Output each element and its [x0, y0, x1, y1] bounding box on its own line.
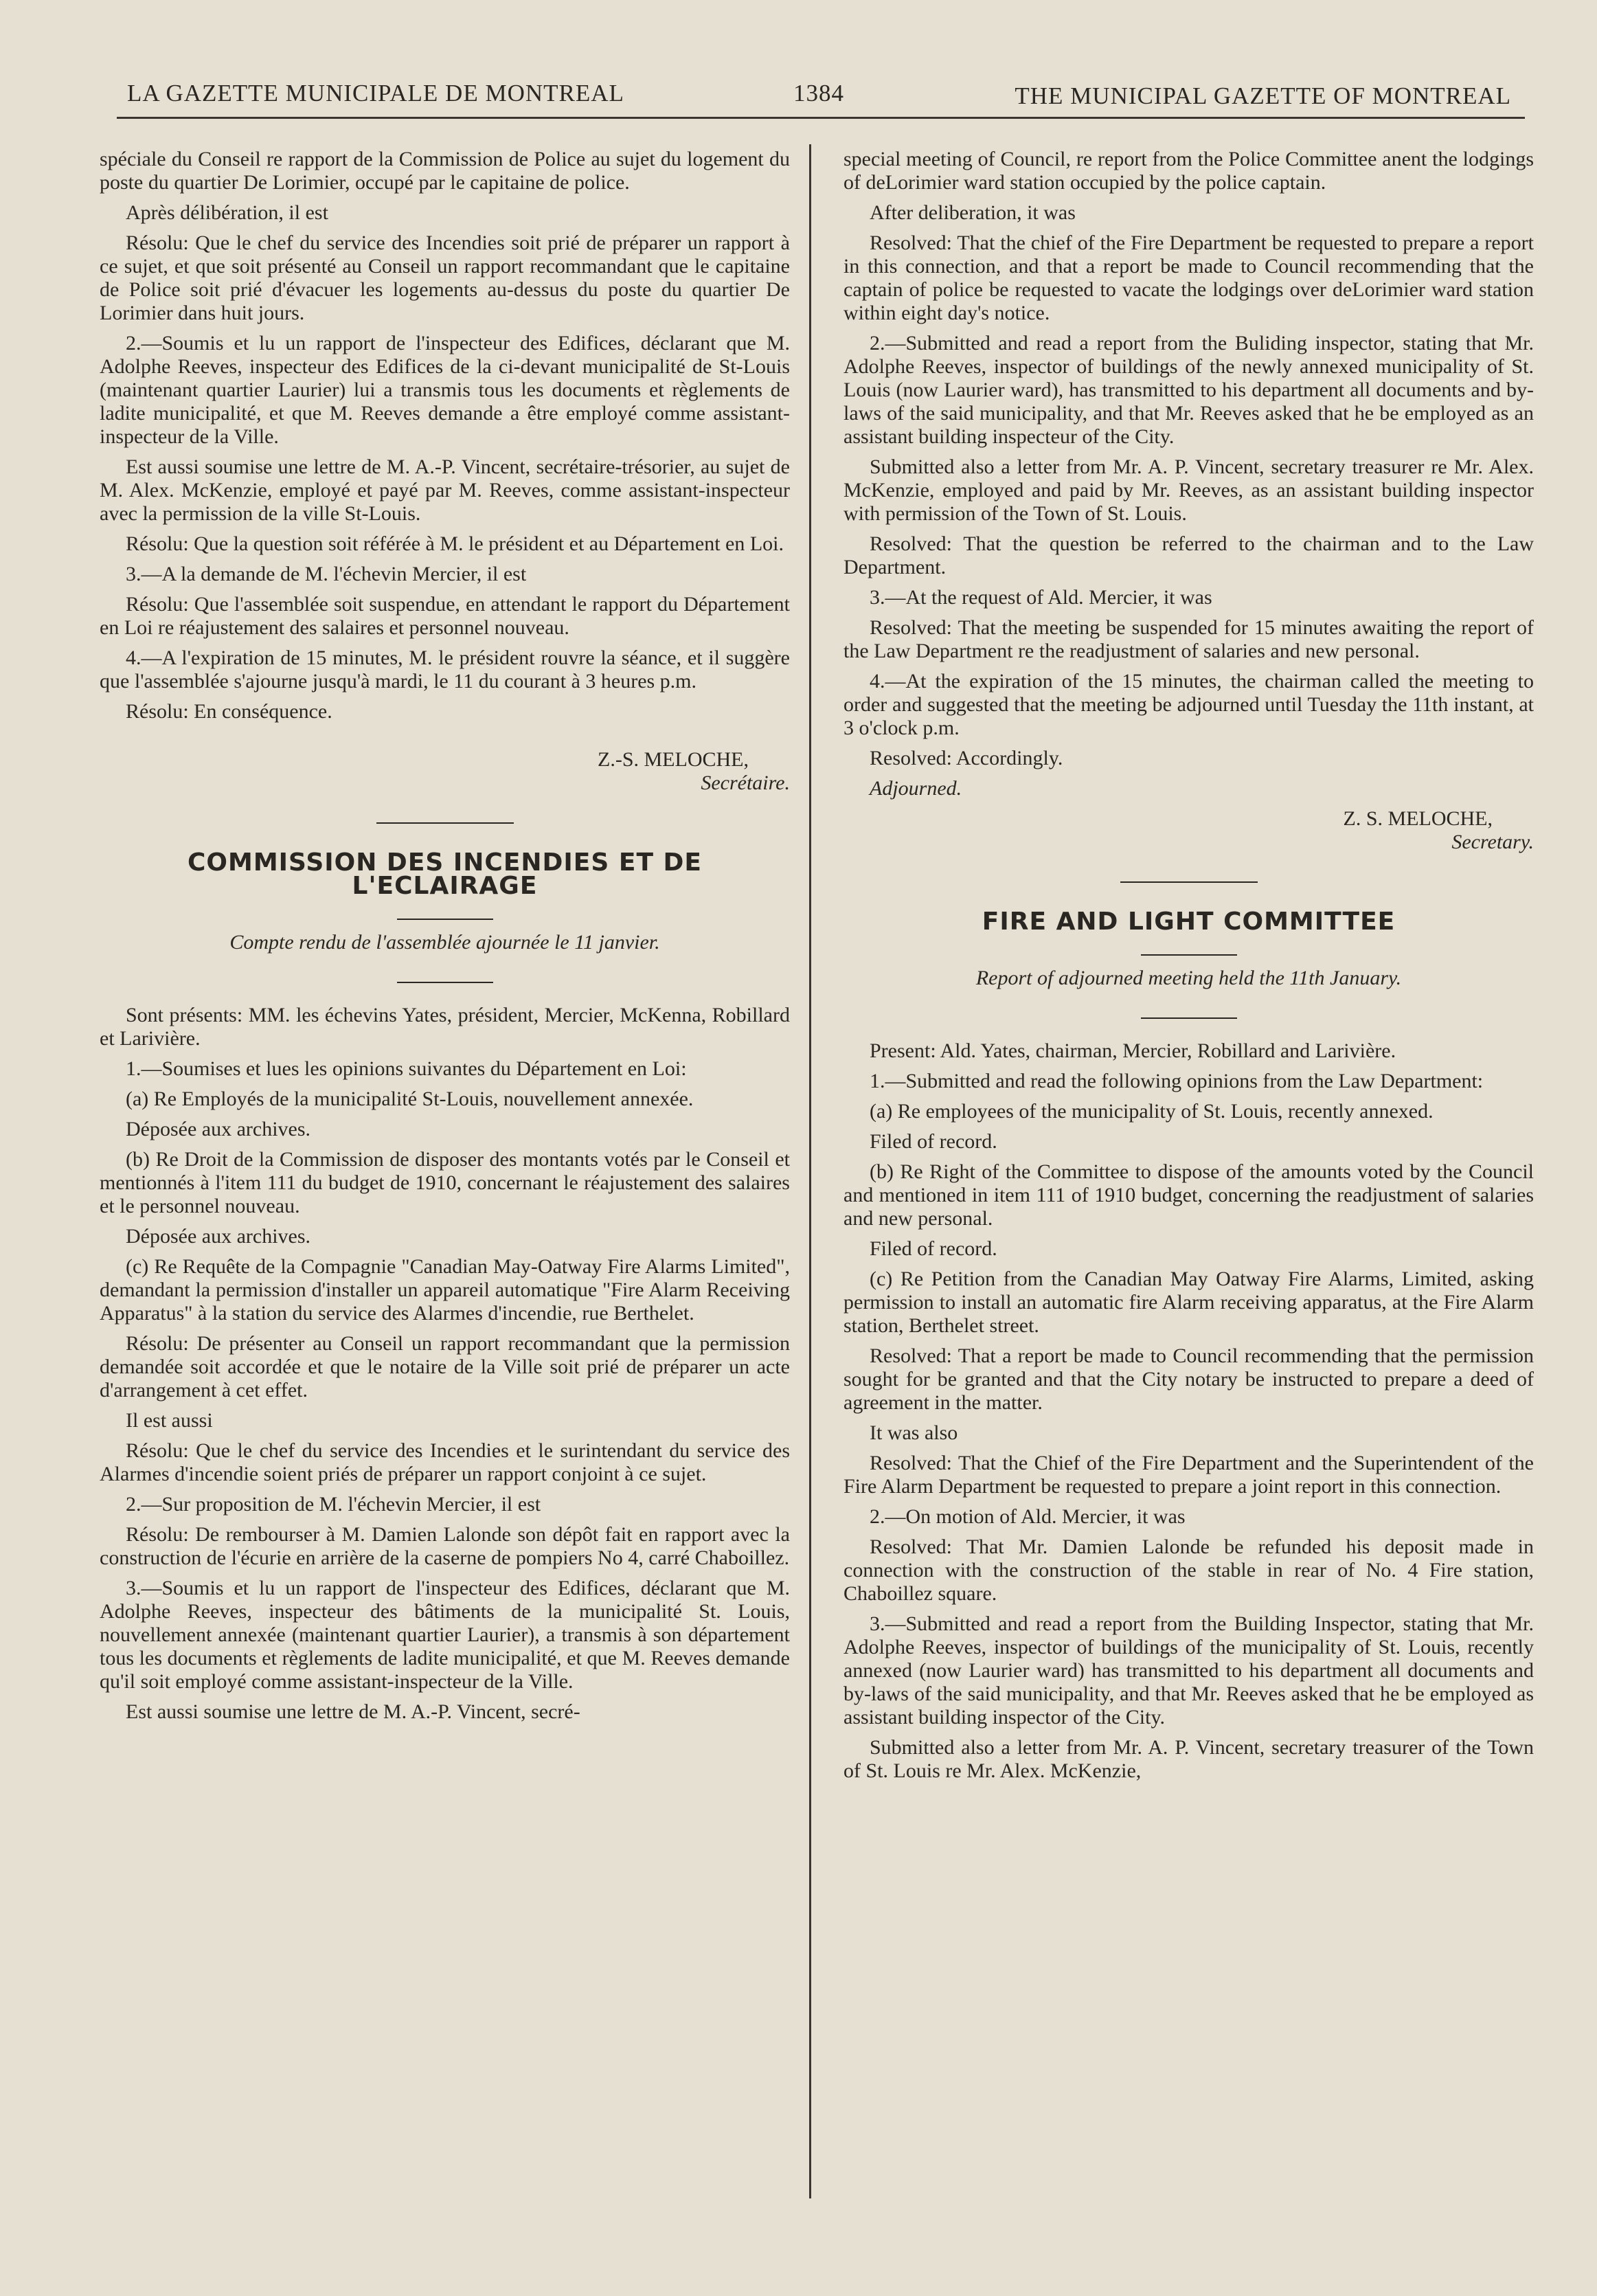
paragraph: 2.—On motion of Ald. Mercier, it was — [870, 1505, 1186, 1528]
paragraph: Resolved: That Mr. Damien Lalonde be refunded his deposit made in connection with the construction of the stable in rear of No. 4 Fire station, Chaboillez square. — [843, 1535, 1534, 1605]
paragraph: Resolved: Accordingly. — [870, 747, 1063, 769]
paragraph: 3.—A la demande de M. l'échevin Mercier, il est — [126, 563, 527, 585]
paragraph: Déposée aux archives. — [126, 1225, 311, 1248]
paragraph: 1.—Soumises et lues les opinions suivantes du Département en Loi: — [126, 1057, 687, 1080]
signatory-name: Z.-S. MELOCHE, — [598, 748, 749, 771]
paragraph: (a) Re Employés de la municipalité St-Louis, nouvellement annexée. — [126, 1088, 694, 1110]
paragraph: Submitted also a letter from Mr. A. P. Vincent, secretary treasurer re Mr. Alex. McKenzie, employed and paid by Mr. Reeves, as an assistant building inspector with permission of the Town of St. Louis. — [843, 455, 1534, 525]
paragraph: It was also — [870, 1421, 958, 1444]
paragraph: Filed of record. — [870, 1237, 997, 1260]
heading-rule — [1141, 954, 1237, 956]
english-column — [843, 148, 1534, 1790]
column-divider — [809, 144, 811, 2198]
subtitle-rule — [1141, 1017, 1237, 1019]
signature-block — [100, 748, 790, 795]
subtitle-rule — [397, 982, 493, 983]
paragraph: Filed of record. — [870, 1130, 997, 1153]
paragraph: Sont présents: MM. les échevins Yates, président, Mercier, McKenna, Robillard et Larivière. — [100, 1004, 790, 1050]
header-french-title: LA GAZETTE MUNICIPALE DE MONTREAL — [127, 80, 624, 106]
paragraph: Résolu: En conséquence. — [126, 700, 332, 723]
paragraph: Est aussi soumise une lettre de M. A.-P. Vincent, secré- — [126, 1700, 580, 1723]
section-divider — [1120, 881, 1258, 883]
paragraph: Present: Ald. Yates, chairman, Mercier, Robillard and Larivière. — [870, 1039, 1396, 1062]
signature-block — [843, 807, 1534, 854]
page-header — [120, 74, 1518, 115]
paragraph: Après délibération, il est — [126, 201, 328, 224]
paragraph: 3.—Soumis et lu un rapport de l'inspecteur des Edifices, déclarant que M. Adolphe Reeves, inspecteur des bâtiments de la municipalité St. Louis, nouvellement annexée (maintenant quartier Laurier), a transmis à son département tous les documents et règlements de ladite municipalité, et que M. Reeves demande qu'il soit employé comme assistant-inspecteur de la Ville. — [100, 1577, 790, 1693]
paragraph: 4.—At the expiration of the 15 minutes, the chairman called the meeting to order and suggested that the meeting be adjourned until Tuesday the 11th instant, at 3 o'clock p.m. — [843, 670, 1534, 739]
paragraph: 2.—Submitted and read a report from the Buliding inspector, stating that Mr. Adolphe Reeves, inspector of buildings of the newly annexed municipality of St. Louis (now Laurier ward), has transmitted to his department all documents and by-laws of the said municipality, and that Mr. Reeves asked that he be employed as an assistant building inspecteur of the City. — [843, 332, 1534, 448]
paragraph: 3.—Submitted and read a report from the Building Inspector, stating that Mr. Adolphe Reeves, inspector of buildings of the municipality of St. Louis, recently annexed (now Laurier ward) has transmitted to his department all documents and by-laws of the said municipality, and that Mr. Reeves asked that he be employed as assistant building inspector of the City. — [843, 1612, 1534, 1729]
paragraph: Il est aussi — [126, 1409, 213, 1432]
paragraph: (c) Re Petition from the Canadian May Oatway Fire Alarms, Limited, asking permission to install an automatic fire Alarm receiving apparatus, at the Fire Alarm station, Berthelet street. — [843, 1268, 1534, 1337]
signatory-title: Secretary. — [1451, 831, 1534, 853]
paragraph: (a) Re employees of the municipality of St. Louis, recently annexed. — [870, 1100, 1434, 1123]
header-english-title: THE MUNICIPAL GAZETTE OF MONTREAL — [1015, 82, 1511, 109]
section-subtitle: Report of adjourned meeting held the 11th January. — [975, 967, 1402, 989]
section-heading: FIRE AND LIGHT COMMITTEE — [982, 908, 1396, 936]
paragraph: Resolved: That the meeting be suspended for 15 minutes awaiting the report of the Law Department re the readjustment of salaries and new personal. — [843, 616, 1534, 662]
paragraph: spéciale du Conseil re rapport de la Commission de Police au sujet du logement du poste du quartier De Lorimier, occupé par le capitaine de police. — [100, 148, 790, 194]
paragraph: special meeting of Council, re report from the Police Committee anent the lodgings of deLorimier ward station occupied by the police captain. — [843, 148, 1534, 194]
paragraph: (c) Re Requête de la Compagnie "Canadian May-Oatway Fire Alarms Limited", demandant la permission d'installer un appareil automatique "Fire Alarm Receiving Apparatus" à la station du service des Alarmes d'incendie, rue Berthelet. — [100, 1255, 790, 1325]
paragraph: 1.—Submitted and read the following opinions from the Law Department: — [870, 1070, 1484, 1092]
paragraph: Resolved: That the chief of the Fire Department be requested to prepare a report in this connection, and that a report be made to Council recommending that the captain of police be requested to vacate the lodgings over deLorimier ward station within eight day's notice. — [843, 232, 1534, 324]
paragraph: Resolved: That a report be made to Council recommending that the permission sought for be granted and that the City notary be instructed to prepare a deed of agreement in the matter. — [843, 1344, 1534, 1414]
paragraph: Résolu: De présenter au Conseil un rapport recommandant que la permission demandée soit accordée et que le notaire de la Ville soit prié de préparer un acte d'arrangement à cet effet. — [100, 1332, 790, 1402]
paragraph: Résolu: Que la question soit référée à M. le président et au Département en Loi. — [126, 532, 784, 555]
paragraph: 3.—At the request of Ald. Mercier, it was — [870, 586, 1212, 609]
paragraph: Résolu: De rembourser à M. Damien Lalonde son dépôt fait en rapport avec la construction de l'écurie en arrière de la caserne de pompiers No 4, carré Chaboillez. — [100, 1523, 790, 1569]
paragraph: Est aussi soumise une lettre de M. A.-P. Vincent, secrétaire-trésorier, au sujet de M. Alex. McKenzie, employé et payé par M. Reeves, comme assistant-inspecteur avec la permission de la ville St-Louis. — [100, 455, 790, 525]
paragraph: Résolu: Que le chef du service des Incendies soit prié de préparer un rapport à ce sujet, et que soit présenté au Conseil un rapport recommandant que le capitaine de Police soit prié d'évacuer les logements au-dessus du poste du quartier De Lorimier dans huit jours. — [100, 232, 790, 324]
signatory-name: Z. S. MELOCHE, — [1343, 807, 1493, 830]
section-heading: COMMISSION DES INCENDIES ET DE L'ECLAIRAGE — [187, 848, 703, 900]
signatory-title: Secrétaire. — [701, 772, 790, 794]
paragraph: Resolved: That the question be referred to the chairman and to the Law Department. — [843, 532, 1534, 578]
section-subtitle: Compte rendu de l'assemblée ajournée le 11 janvier. — [229, 931, 660, 954]
paragraph: Résolu: Que l'assemblée soit suspendue, en attendant le rapport du Département en Loi re réajustement des salaires et personnel nouveau. — [100, 593, 790, 639]
header-rule — [117, 117, 1525, 119]
paragraph: Resolved: That the Chief of the Fire Department and the Superintendent of the Fire Alarm Department be requested to prepare a joint report in this connection. — [843, 1452, 1534, 1498]
paragraph: (b) Re Right of the Committee to dispose of the amounts voted by the Council and mentioned in item 111 of 1910 budget, concerning the readjustment of salaries and new personal. — [843, 1160, 1534, 1230]
paragraph: Submitted also a letter from Mr. A. P. Vincent, secretary treasurer of the Town of St. Louis re Mr. Alex. McKenzie, — [843, 1736, 1534, 1782]
paragraph: 4.—A l'expiration de 15 minutes, M. le président rouvre la séance, et il suggère que l'assemblée s'ajourne jusqu'à mardi, le 11 du courant à 3 heures p.m. — [100, 646, 790, 693]
page-number: 1384 — [793, 80, 844, 106]
paragraph: Déposée aux archives. — [126, 1118, 311, 1140]
section-divider — [376, 822, 514, 824]
paragraph: Résolu: Que le chef du service des Incendies et le surintendant du service des Alarmes d'incendie soient priés de préparer un rapport conjoint à ce sujet. — [100, 1439, 790, 1485]
french-column — [100, 148, 790, 1731]
paragraph: 2.—Soumis et lu un rapport de l'inspecteur des Edifices, déclarant que M. Adolphe Reeves, inspecteur des Edifices de la ci-devant municipalité de St-Louis (maintenant quartier Laurier) lui a transmis tous les documents et règlements de ladite municipalité, et que M. Reeves demande a être employé comme assistant-inspecteur de la Ville. — [100, 332, 790, 448]
heading-rule — [397, 919, 493, 920]
paragraph: 2.—Sur proposition de M. l'échevin Mercier, il est — [126, 1493, 541, 1516]
paragraph: After deliberation, it was — [870, 201, 1076, 224]
paragraph: (b) Re Droit de la Commission de disposer des montants votés par le Conseil et mentionnés à l'item 111 du budget de 1910, concernant le réajustement des salaires et le personnel nouveau. — [100, 1148, 790, 1217]
paragraph: Adjourned. — [870, 777, 962, 800]
